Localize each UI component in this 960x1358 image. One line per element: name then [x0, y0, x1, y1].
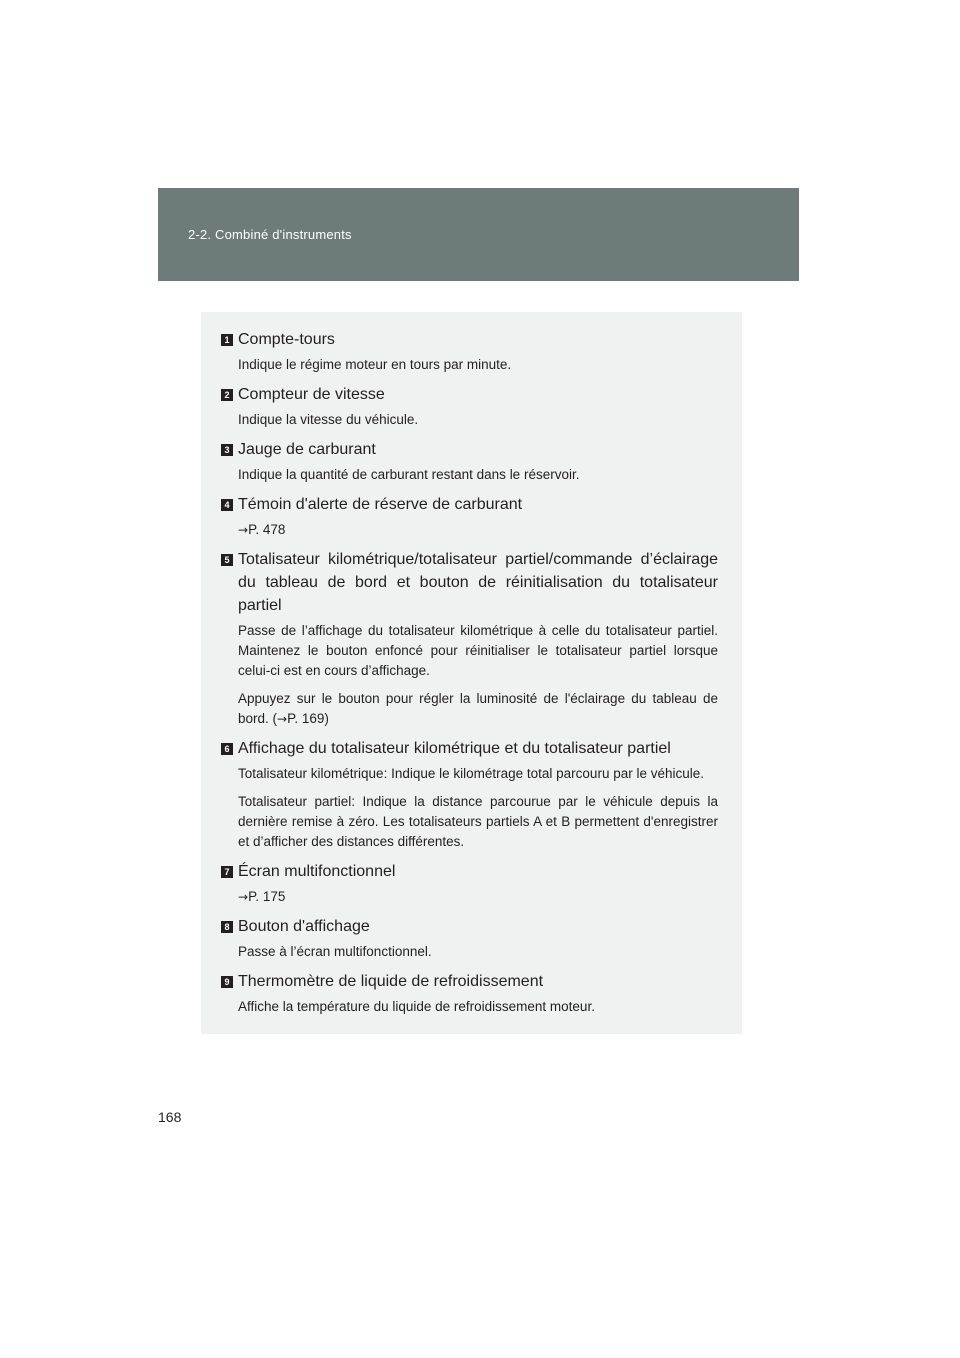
item-description: Affiche la température du liquide de refroidissement moteur. [238, 999, 595, 1014]
arrow-right-icon: → [238, 890, 249, 904]
item-title: Écran multifonctionnel [238, 863, 396, 880]
item-number-badge: 8 [221, 921, 233, 933]
item-number-badge: 4 [221, 499, 233, 511]
item-title: Jauge de carburant [238, 441, 376, 458]
item-title: Compteur de vitesse [238, 386, 385, 403]
item-number-badge: 7 [221, 866, 233, 878]
item-number-badge: 2 [221, 389, 233, 401]
description-text: Appuyez sur le bouton pour régler la luminosité de l'éclairage du tableau de bord. ( [238, 691, 718, 726]
page-reference-text: P. 175 [248, 889, 286, 904]
list-item [221, 493, 718, 540]
item-description: Indique la vitesse du véhicule. [238, 412, 419, 427]
item-description: Indique la quantité de carburant restant dans le réservoir. [238, 467, 580, 482]
page-reference-text: P. 169) [287, 711, 329, 726]
item-description: Totalisateur partiel: Indique la distance parcourue par le véhicule depuis la dernière remise à zéro. Les totalisateurs partiels A et B permettent d'enregistrer et d’afficher des distances différentes. [238, 794, 718, 849]
list-item [221, 737, 718, 852]
list-item [221, 548, 718, 729]
list-item [221, 383, 718, 430]
item-description: Totalisateur kilométrique: Indique le kilométrage total parcouru par le véhicule. [238, 766, 705, 781]
item-number-badge: 3 [221, 444, 233, 456]
page-reference [238, 520, 718, 540]
item-title: Compte-tours [238, 331, 335, 348]
item-number-badge: 1 [221, 334, 233, 346]
header-band [158, 188, 799, 281]
list-item [221, 438, 718, 485]
page-reference-text: P. 478 [248, 522, 286, 537]
item-title: Témoin d'alerte de réserve de carburant [238, 496, 523, 513]
item-title: Affichage du totalisateur kilométrique et du totalisateur partiel [238, 740, 671, 757]
item-title: Totalisateur kilométrique/totalisateur partiel/commande d’éclairage du tableau de bord et bouton de réinitialisation du totalisateur partiel [238, 551, 718, 614]
item-title: Bouton d'affichage [238, 918, 370, 935]
item-number-badge: 5 [221, 554, 233, 566]
item-list [221, 328, 718, 1025]
item-title: Thermomètre de liquide de refroidissement [238, 973, 544, 990]
item-description: Passe de l’affichage du totalisateur kilométrique à celle du totalisateur partiel. Maintenez le bouton enfoncé pour réinitialiser le totalisateur partiel lorsque celui-ci est en cours d’affichage. [238, 623, 718, 678]
list-item [221, 970, 718, 1017]
content-box [201, 312, 742, 1034]
page-reference [238, 887, 718, 907]
arrow-right-icon: → [238, 523, 249, 537]
list-item [221, 328, 718, 375]
item-number-badge: 9 [221, 976, 233, 988]
item-description: Passe à l’écran multifonctionnel. [238, 944, 432, 959]
list-item [221, 860, 718, 907]
section-title: 2-2. Combiné d'instruments [188, 227, 352, 242]
item-description [238, 689, 718, 729]
arrow-right-icon: → [277, 712, 288, 726]
item-number-badge: 6 [221, 743, 233, 755]
list-item [221, 915, 718, 962]
page-number: 168 [158, 1109, 182, 1125]
item-description: Indique le régime moteur en tours par minute. [238, 357, 512, 372]
